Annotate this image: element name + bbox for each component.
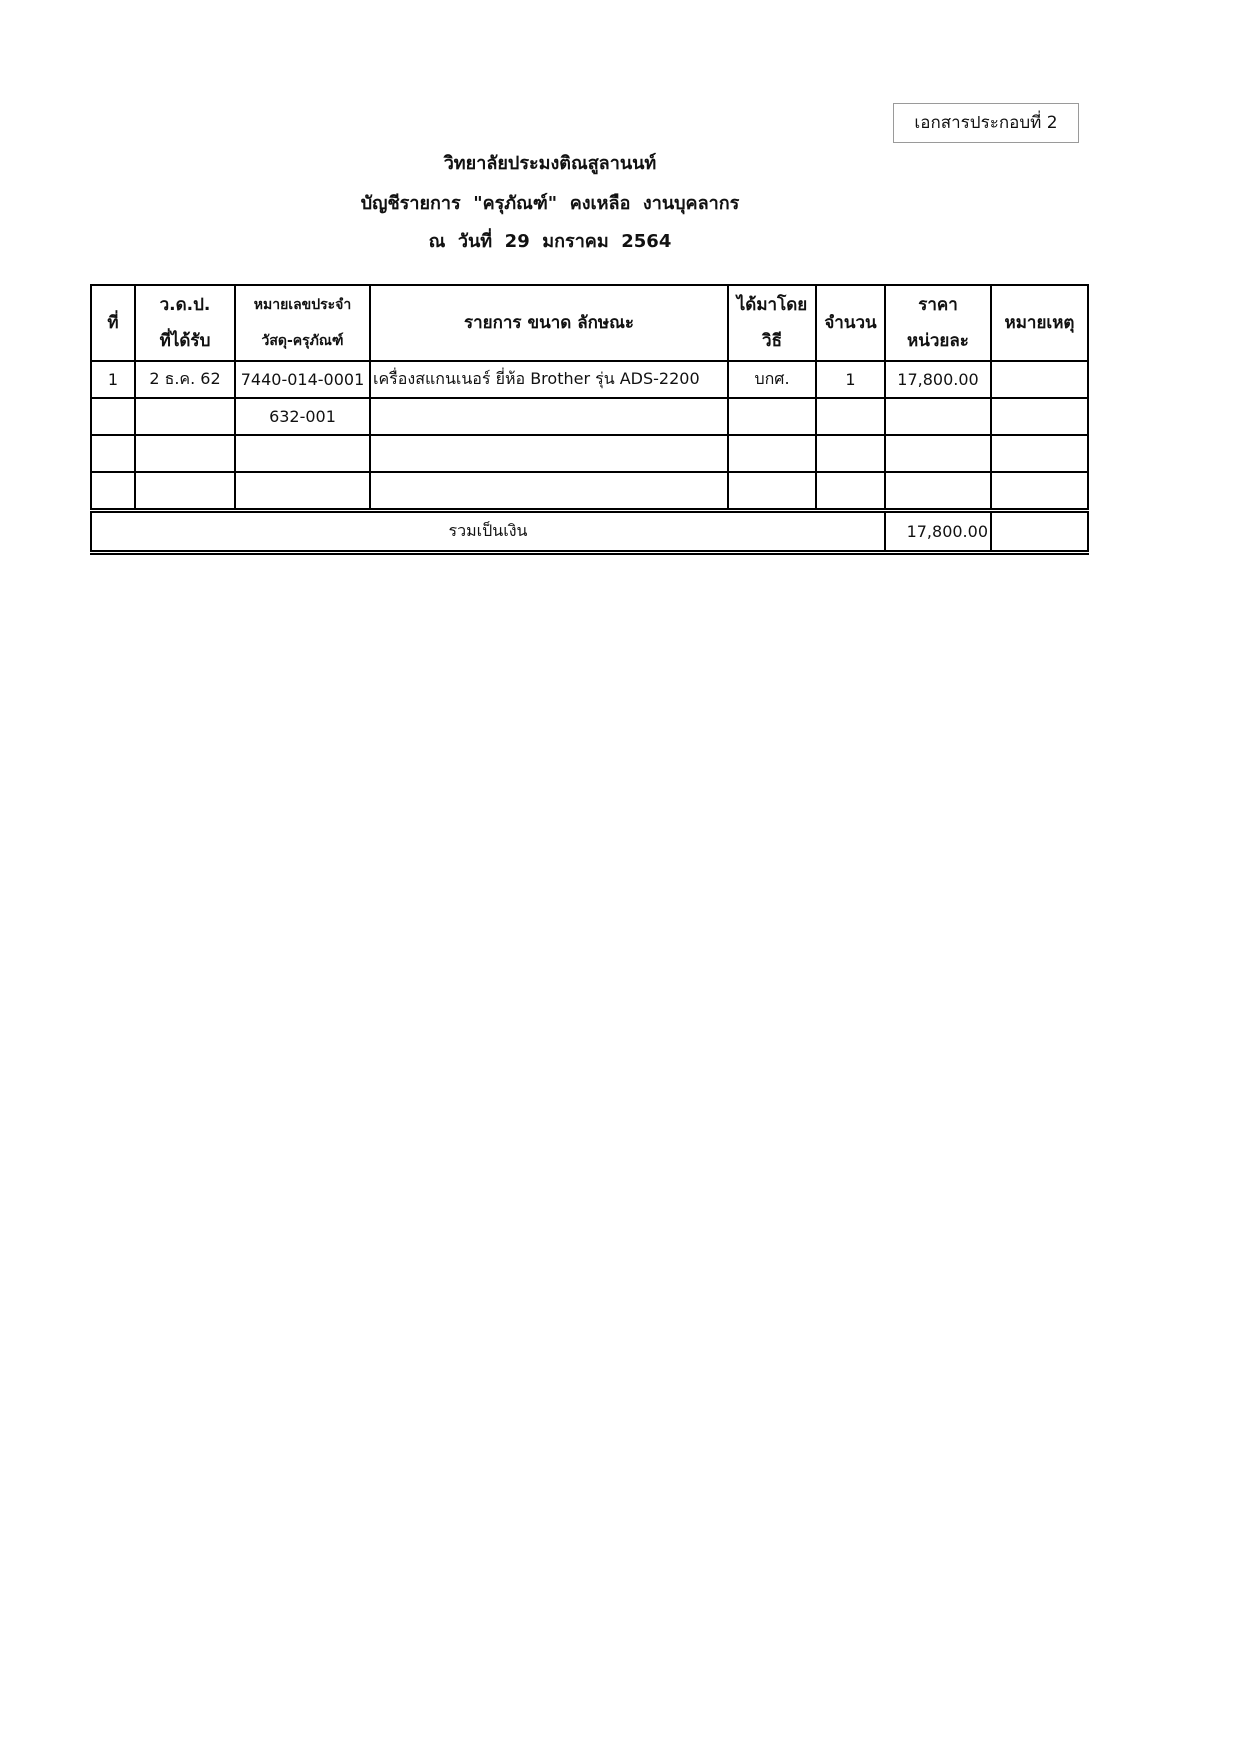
table-row — [91, 472, 1088, 511]
total-row — [91, 511, 1088, 553]
col-header-remark: หมายเหตุ — [991, 285, 1088, 361]
col-header-no: ที่ — [91, 285, 135, 361]
cell-desc — [370, 398, 728, 435]
col-header-code-line1: หมายเลขประจำ — [253, 297, 352, 313]
cell-date — [135, 472, 235, 511]
date-line: ณ วันที่ 29 มกราคม 2564 — [428, 231, 672, 252]
cell-remark — [991, 435, 1088, 472]
col-header-date — [135, 285, 235, 361]
cell-no: 1 — [91, 361, 135, 398]
cell-code: 7440-014-0001 — [235, 361, 370, 398]
cell-no — [91, 435, 135, 472]
table-row — [91, 398, 1088, 435]
inventory-table — [90, 284, 1089, 555]
cell-qty — [816, 435, 885, 472]
cell-no — [91, 472, 135, 511]
cell-desc: เครื่องสแกนเนอร์ ยี่ห้อ Brother รุ่น ADS-2200 — [370, 361, 728, 398]
col-header-code — [235, 285, 370, 361]
cell-date: 2 ธ.ค. 62 — [135, 361, 235, 398]
cell-method: บกศ. — [728, 361, 816, 398]
cell-date — [135, 435, 235, 472]
col-header-date-line2: ที่ได้รับ — [159, 331, 211, 351]
total-value: 17,800.00 — [885, 511, 991, 553]
attachment-label: เอกสารประกอบที่ 2 — [893, 103, 1079, 143]
cell-code — [235, 472, 370, 511]
col-header-method — [728, 285, 816, 361]
cell-remark — [991, 398, 1088, 435]
document-title: บัญชีรายการ "ครุภัณฑ์" คงเหลือ งานบุคลากร — [360, 193, 740, 214]
col-header-method-line1: ได้มาโดย — [736, 295, 808, 315]
cell-price — [885, 435, 991, 472]
cell-desc — [370, 435, 728, 472]
col-header-price-line1: ราคา — [918, 295, 958, 315]
col-header-code-line2: วัสดุ-ครุภัณฑ์ — [261, 333, 344, 349]
cell-method — [728, 435, 816, 472]
cell-no — [91, 398, 135, 435]
col-header-price-line2: หน่วยละ — [907, 331, 969, 351]
cell-remark — [991, 361, 1088, 398]
cell-qty: 1 — [816, 361, 885, 398]
cell-desc — [370, 472, 728, 511]
cell-method — [728, 472, 816, 511]
cell-price: 17,800.00 — [885, 361, 991, 398]
total-label: รวมเป็นเงิน — [91, 511, 885, 553]
cell-qty — [816, 472, 885, 511]
cell-date — [135, 398, 235, 435]
table-row — [91, 435, 1088, 472]
cell-qty — [816, 398, 885, 435]
table-header-row — [91, 285, 1088, 361]
col-header-desc: รายการ ขนาด ลักษณะ — [370, 285, 728, 361]
col-header-price — [885, 285, 991, 361]
cell-code: 632-001 — [235, 398, 370, 435]
col-header-date-line1: ว.ด.ป. — [159, 295, 211, 315]
cell-remark — [991, 472, 1088, 511]
cell-code — [235, 435, 370, 472]
total-remark — [991, 511, 1088, 553]
cell-price — [885, 398, 991, 435]
cell-price — [885, 472, 991, 511]
table-row — [91, 361, 1088, 398]
org-name: วิทยาลัยประมงติณสูลานนท์ — [443, 153, 657, 174]
cell-method — [728, 398, 816, 435]
col-header-qty: จำนวน — [816, 285, 885, 361]
col-header-method-line2: วิธี — [762, 331, 782, 351]
